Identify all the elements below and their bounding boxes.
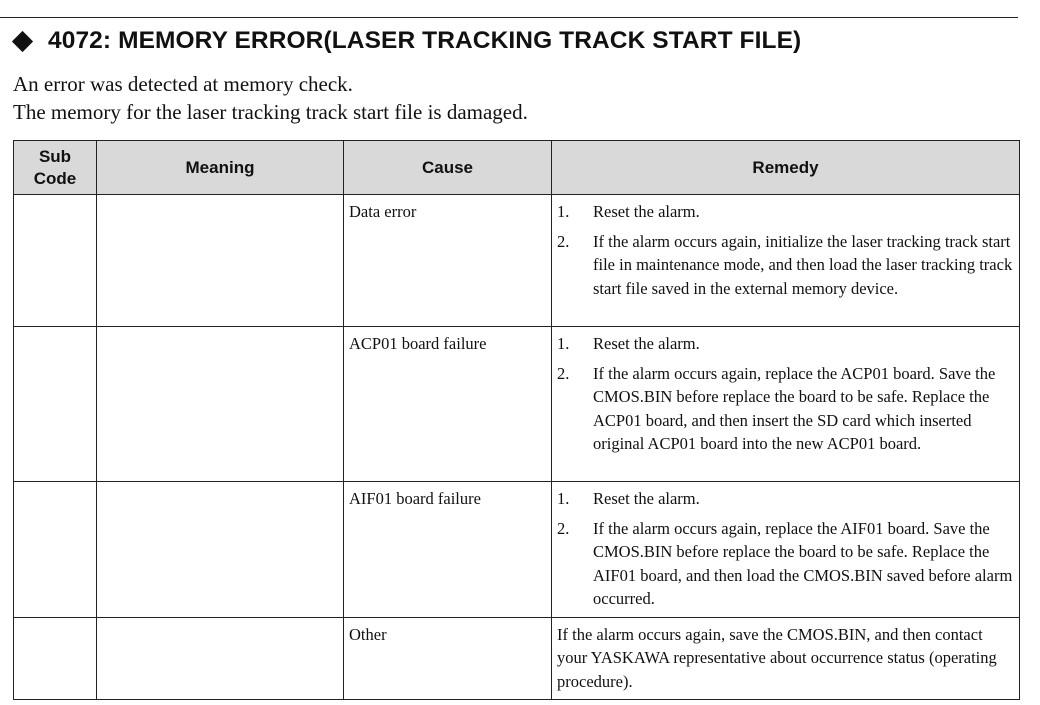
cause-cell: Data error <box>344 195 552 327</box>
meaning-cell <box>97 327 344 482</box>
step-number: 1. <box>557 202 570 221</box>
table-row <box>14 617 1020 700</box>
diamond-bullet-icon <box>12 30 33 51</box>
remedy-step <box>557 230 1013 301</box>
header-sub-code: Sub Code <box>14 141 97 195</box>
step-text: Reset the alarm. <box>593 334 700 353</box>
table-row <box>14 482 1020 618</box>
step-text: Reset the alarm. <box>593 489 700 508</box>
error-description <box>13 70 528 126</box>
remedy-step <box>557 517 1013 611</box>
description-line-1: An error was detected at memory check. <box>13 72 353 96</box>
sub-code-cell <box>14 327 97 482</box>
header-cause: Cause <box>344 141 552 195</box>
step-number: 2. <box>557 363 570 383</box>
remedy-step <box>557 487 1013 511</box>
remedy-step <box>557 200 1013 224</box>
section-heading <box>12 24 801 58</box>
sub-code-cell <box>14 482 97 618</box>
page-title: 4072: MEMORY ERROR(LASER TRACKING TRACK START FILE) <box>48 27 802 54</box>
step-number: 2. <box>557 231 570 251</box>
sub-code-cell <box>14 195 97 327</box>
step-number: 2. <box>557 518 570 538</box>
alarm-table <box>13 140 1020 700</box>
header-meaning: Meaning <box>97 141 344 195</box>
table-row <box>14 327 1020 482</box>
remedy-step <box>557 362 1013 456</box>
table-row <box>14 195 1020 327</box>
description-line-2: The memory for the laser tracking track start file is damaged. <box>13 100 528 124</box>
step-text: Reset the alarm. <box>593 202 700 221</box>
remedy-step <box>557 332 1013 356</box>
remedy-text: If the alarm occurs again, save the CMOS.BIN, and then contact your YASKAWA representative about occurrence status (operating procedure). <box>557 624 997 691</box>
step-text: If the alarm occurs again, replace the AIF01 board. Save the CMOS.BIN before replace the board to be safe. Replace the AIF01 board, and then load the CMOS.BIN saved before alarm occurred. <box>593 518 1013 608</box>
table-header-row <box>14 141 1020 195</box>
remedy-cell <box>552 482 1020 618</box>
sub-code-cell <box>14 617 97 700</box>
step-number: 1. <box>557 334 570 353</box>
meaning-cell <box>97 617 344 700</box>
meaning-cell <box>97 195 344 327</box>
top-rule <box>0 17 1018 18</box>
step-number: 1. <box>557 489 570 508</box>
header-remedy: Remedy <box>552 141 1020 195</box>
cause-cell: Other <box>344 617 552 700</box>
step-text: If the alarm occurs again, replace the ACP01 board. Save the CMOS.BIN before replace the board to be safe. Replace the ACP01 board, and then insert the SD card which inserted original ACP01 board into the new ACP01 board. <box>593 363 996 453</box>
meaning-cell <box>97 482 344 618</box>
cause-cell: ACP01 board failure <box>344 327 552 482</box>
step-text: If the alarm occurs again, initialize the laser tracking track start file in maintenance mode, and then load the laser tracking track start file saved in the external memory device. <box>593 231 1013 298</box>
remedy-cell <box>552 195 1020 327</box>
remedy-cell <box>552 617 1020 700</box>
remedy-cell <box>552 327 1020 482</box>
cause-cell: AIF01 board failure <box>344 482 552 618</box>
